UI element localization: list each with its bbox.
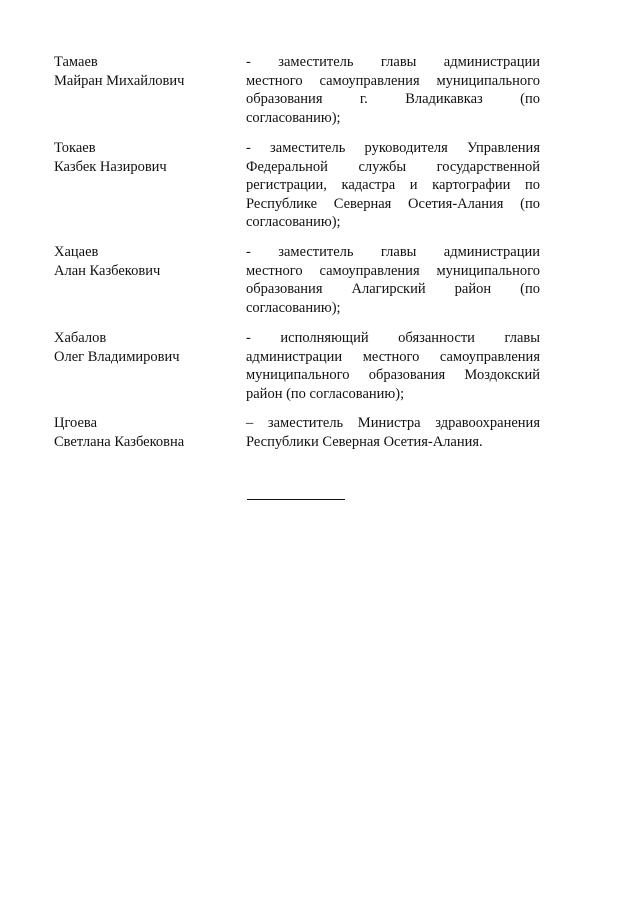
member-position	[246, 414, 540, 451]
member-name	[54, 243, 246, 317]
position-line: - заместитель главы администрации	[246, 244, 540, 260]
member-given-name: Майран Михайлович	[54, 72, 185, 89]
member-name	[54, 414, 246, 451]
position-line: образования г. Владикавказ (по	[246, 91, 540, 107]
member-position	[246, 53, 540, 127]
member-surname: Цгоева	[54, 415, 98, 431]
member-name	[54, 53, 246, 127]
position-line: Республики Северная Осетия-Алания.	[246, 433, 483, 450]
position-line: администрации местного самоуправления	[246, 348, 540, 365]
member-position	[246, 243, 540, 317]
member-entry-khatsaev	[54, 243, 540, 317]
position-line: регистрации, кадастра и картографии по	[246, 177, 540, 193]
member-position	[246, 139, 540, 232]
position-line: - заместитель руководителя Управления	[246, 140, 540, 156]
position-line: Республике Северная Осетия-Алания (по	[246, 195, 540, 212]
member-surname: Токаев	[54, 140, 96, 156]
member-name	[54, 139, 246, 232]
position-line: - исполняющий обязанности главы	[246, 330, 540, 346]
member-surname: Хацаев	[54, 244, 99, 260]
position-line: район (по согласованию);	[246, 385, 405, 402]
member-position	[246, 329, 540, 403]
position-line: муниципального образования Моздокский	[246, 367, 540, 383]
member-given-name: Олег Владимирович	[54, 348, 180, 365]
member-entry-khabalov	[54, 329, 540, 403]
position-line: Федеральной службы государственной	[246, 158, 540, 175]
position-line: – заместитель Министра здравоохранения	[246, 415, 540, 431]
member-given-name: Светлана Казбековна	[54, 433, 185, 450]
position-line: согласованию);	[246, 109, 341, 126]
member-name	[54, 329, 246, 403]
member-surname: Тамаев	[54, 54, 98, 70]
member-surname: Хабалов	[54, 330, 107, 346]
position-line: - заместитель главы администрации	[246, 54, 540, 70]
member-entry-tamaev	[54, 53, 540, 127]
position-line: местного самоуправления муниципального	[246, 72, 540, 89]
member-entry-tokaev	[54, 139, 540, 232]
member-given-name: Алан Казбекович	[54, 262, 161, 279]
position-line: местного самоуправления муниципального	[246, 262, 540, 279]
position-line: образования Алагирский район (по	[246, 281, 540, 297]
member-entry-tsgoeva	[54, 414, 540, 451]
closing-rule	[247, 499, 345, 500]
position-line: согласованию);	[246, 299, 341, 316]
member-given-name: Казбек Назирович	[54, 158, 167, 175]
position-line: согласованию);	[246, 214, 341, 230]
